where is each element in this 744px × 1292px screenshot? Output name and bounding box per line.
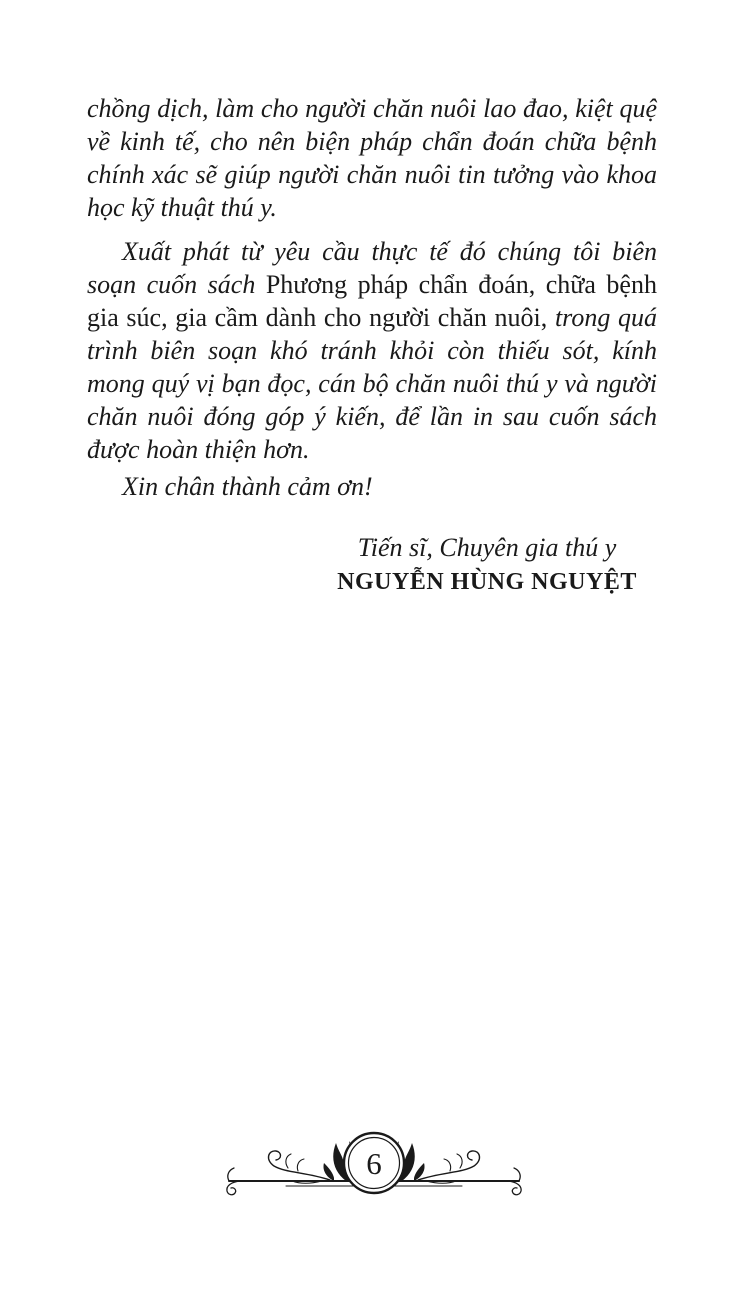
page-number: 6 [366,1146,382,1181]
signature-name: NGUYỄN HÙNG NGUYỆT [337,569,637,595]
page-number-circle [344,1133,404,1193]
paragraph-foreword-lead: Xuất phát từ yêu cầu thực tế đó chúng tôi biên soạn cuốn sách [87,237,657,299]
book-title-inline: Phương pháp chẩn đoán, chữa bệnh gia súc, gia cầm dành cho người chăn nuôi, [87,270,657,332]
paragraph-foreword [87,235,657,466]
paragraph-foreword-tail: trong quá trình biên soạn khó tránh khỏi còn thiếu sót, kính mong quý vị bạn đọc, cán bộ chăn nuôi thú y và người chăn nuôi đóng góp ý kiến, để lần in sau cuốn sách được hoàn thiện hơn. [87,303,657,464]
page-number-ornament [222,1110,522,1210]
signature-title: Tiến sĩ, Chuyên gia thú y [357,533,617,562]
paragraph-continuation: chồng dịch, làm cho người chăn nuôi lao đao, kiệt quệ về kinh tế, cho nên biện pháp chẩn đoán chữa bệnh chính xác sẽ giúp người chăn nuôi tin tưởng vào khoa học kỹ thuật thú y. [87,94,657,222]
thanks-line: Xin chân thành cảm ơn! [122,472,373,501]
page-text-block [87,92,657,598]
signature-block [327,532,647,598]
